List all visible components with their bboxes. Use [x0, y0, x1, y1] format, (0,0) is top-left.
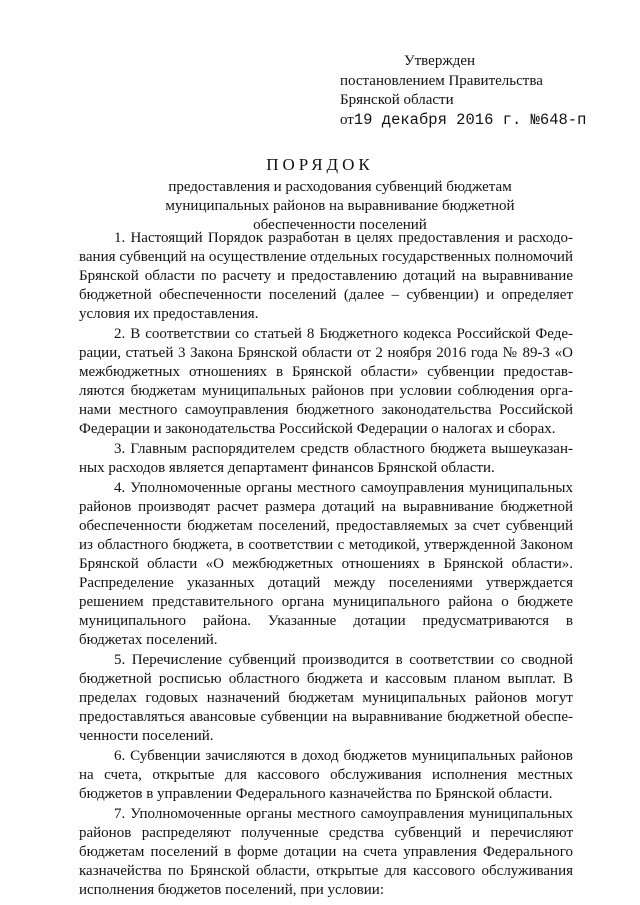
approval-line-date	[340, 111, 586, 131]
paragraph-2: 2. В соответствии со статьей 8 Бюджетного кодекса Российской Федерации, статьей 3 Закона Брянской области от 2 ноября 2016 года № 89-З «О межбюджетных отношениях в Брянской области» субвенции предоставляются бюджетам муниципальных районов при условии соблюдения органами местного самоуправления бюджетного законодательства Российской Федерации и законодательства Российской Федерации о налогах и сборах.	[79, 326, 573, 437]
approval-line-resolution: постановлением Правительства	[340, 72, 543, 89]
date-prefix: от	[340, 111, 354, 128]
paragraph-6: 6. Субвенции зачисляются в доход бюджетов муниципальных районов на счета, открытые для кассового обслуживания исполнения местных бюджетов в управлении Федерального казначейства по Брянской области.	[79, 748, 573, 802]
document-body	[79, 229, 573, 901]
document-subtitle: предоставления и расходования субвенций бюджетам муниципальных районов на выравнивание бюджетной обеспеченности поселений	[165, 179, 515, 233]
document-title: ПОРЯДОК	[266, 155, 374, 174]
paragraph-7: 7. Уполномоченные органы местного самоуправления муниципальных районов распределяют полученные средства субвенций и перечисляют бюджетам поселений в форме дотации на счета управления Федерального казначейства по Брянской области, открытые для кассового обслуживания исполнения бюджетов поселений, при условии:	[79, 806, 573, 898]
approval-line-approved: Утвержден	[404, 53, 476, 69]
approval-block	[340, 52, 586, 130]
date-number-stamp: 19 декабря 2016 г. №648-п	[353, 110, 587, 129]
paragraph-3: 3. Главным распорядителем средств областного бюджета вышеуказанных расходов является департамент финансов Брянской области.	[79, 441, 573, 476]
paragraph-4: 4. Уполномоченные органы местного самоуправления муниципальных районов производят расчет размера дотаций на выравнивание бюджетной обеспеченности бюджетам поселений, предоставляемых за счет субвенций из областного бюджета, в соответствии с методикой, утвержденной Законом Брянской области «О межбюджетных отношениях в Брянской области». Распределение указанных дотаций между поселениями утверждается решением представительного органа муниципального района о бюджете муниципального района. Указанные дотации предусматриваются в бюджетах поселений.	[79, 480, 573, 648]
paragraph-1: 1. Настоящий Порядок разработан в целях предоставления и расходования субвенций на осуществление отдельных государственных полномочий Брянской области по расчету и предоставлению дотаций на выравнивание бюджетной обеспеченности поселений (далее – субвенции) и определяет условия их предоставления.	[79, 230, 573, 322]
approval-line-region: Брянской области	[340, 92, 454, 108]
paragraph-5: 5. Перечисление субвенций производится в соответствии со сводной бюджетной росписью областного бюджета и кассовым планом выплат. В пределах годовых назначений бюджетам муниципальных районов могут предоставляться авансовые субвенции на выравнивание бюджетной обеспеченности поселений.	[79, 652, 573, 744]
